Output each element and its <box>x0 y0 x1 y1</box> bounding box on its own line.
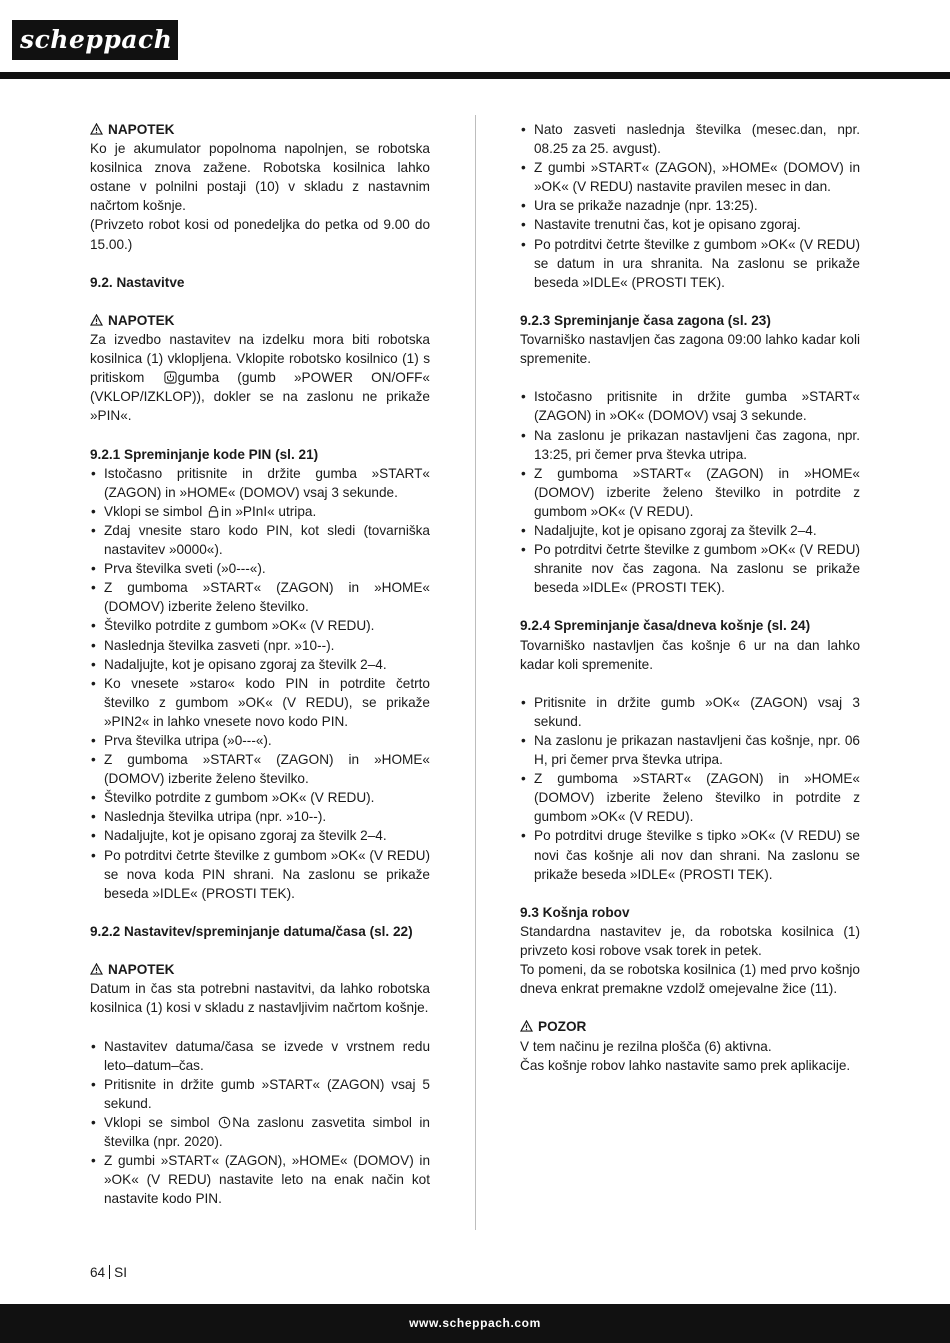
list-item: • Naslednja številka utripa (npr. »10--). <box>90 807 430 826</box>
date-steps-list <box>90 1037 430 1209</box>
note-heading: NAPOTEK <box>90 960 430 979</box>
warning-icon <box>520 1020 533 1032</box>
mowing-time-steps-list <box>520 693 860 884</box>
list-item: • Po potrditvi četrte številke z gumbom »OK« (V REDU) se datum in ura shranita. Na zaslonu se prikaže beseda »IDLE« (PROSTI TEK). <box>520 235 860 292</box>
list-item: • Pritisnite in držite gumb »OK« (ZAGON) vsaj 3 sekund. <box>520 693 860 731</box>
list-item: • Z gumbi »START« (ZAGON), »HOME« (DOMOV) in »OK« (V REDU) nastavite pravilen mesec in dan. <box>520 158 860 196</box>
list-item: • Istočasno pritisnite in držite gumba »START« (ZAGON) in »HOME« (DOMOV) vsaj 3 sekunde. <box>90 464 430 502</box>
list-item: • Nato zasveti naslednja številka (mesec.dan, npr. 08.25 za 25. avgust). <box>520 120 860 158</box>
warning-icon <box>90 314 103 326</box>
warning-icon <box>90 963 103 975</box>
warning-icon <box>90 123 103 135</box>
list-item: • Nadaljujte, kot je opisano zgoraj za številk 2–4. <box>520 521 860 540</box>
footer-url: www.scheppach.com <box>0 1304 950 1343</box>
section-heading: 9.2.2 Nastavitev/spreminjanje datuma/časa (sl. 22) <box>90 923 413 939</box>
note-text: Datum in čas sta potrebni nastavitvi, da lahko robotska kosilnica (1) kosi v skladu z nastavljivim načrtom košnje. <box>90 981 430 1016</box>
section-text: Tovarniško nastavljen čas košnje 6 ur na dan lahko kadar koli spremenite. <box>520 637 860 672</box>
note-text: Za izvedbo nastavitev na izdelku mora biti robotska kosilnica (1) vklopljena. Vklopite robotsko kosilnico (1) s pritiskom gumba (gumb »POWER ON/OFF« (VKLOP/IZKLOP)), dokler se na zaslonu ne prikaže »PIN«. <box>90 332 430 424</box>
list-item: • Istočasno pritisnite in držite gumba »START« (ZAGON) in »OK« (DOMOV) vsaj 3 sekunde. <box>520 387 860 425</box>
section-text: Standardna nastavitev je, da robotska kosilnica (1) privzeto kosi robove vsak torek in petek. <box>520 923 860 959</box>
section-text: Tovarniško nastavljen čas zagona 09:00 lahko kadar koli spremenite. <box>520 332 860 367</box>
page-number: 64 SI <box>90 1265 127 1280</box>
caution-text: V tem načinu je rezilna plošča (6) aktivna. <box>520 1038 772 1054</box>
list-item: • Po potrditvi četrte številke z gumbom »OK« (V REDU) se nova koda PIN shrani. Na zaslonu se prikaže beseda »IDLE« (PROSTI TEK). <box>90 846 430 903</box>
list-item: • Pritisnite in držite gumb »START« (ZAGON) vsaj 5 sekund. <box>90 1075 430 1113</box>
section-text: To pomeni, da se robotska kosilnica (1) med prvo košnjo dneva enkrat premakne vzdolž omejevalne žice (11). <box>520 962 860 997</box>
list-item: • Naslednja številka zasveti (npr. »10--). <box>90 636 430 655</box>
section-heading: 9.2.1 Spreminjanje kode PIN (sl. 21) <box>90 446 319 462</box>
caution-heading: POZOR <box>520 1017 860 1036</box>
list-item: • Vklopi se simbol Na zaslonu zasvetita simbol in številka (npr. 2020). <box>90 1113 430 1151</box>
list-item: • Številko potrdite z gumbom »OK« (V REDU). <box>90 616 430 635</box>
section-heading: 9.3 Košnja robov <box>520 904 630 920</box>
note-heading: NAPOTEK <box>90 311 430 330</box>
note-text: Ko je akumulator popolnoma napolnjen, se robotska kosilnica znova zažene. Robotska kosilnica lahko ostane v polnilni postaji (10) v skladu z nastavnim načrtom košnje. <box>90 141 430 214</box>
section-heading: 9.2. Nastavitve <box>90 274 185 290</box>
list-item: • Prva številka utripa (»0---«). <box>90 731 430 750</box>
list-item: • Z gumbi »START« (ZAGON), »HOME« (DOMOV) in »OK« (V REDU) nastavite leto na enak način kot nastavite kodo PIN. <box>90 1151 430 1208</box>
list-item: • Na zaslonu je prikazan nastavljeni čas košnje, npr. 06 H, pri čemer prva števka utripa. <box>520 731 860 769</box>
date-steps-list-continued <box>520 120 860 292</box>
list-item: • Z gumboma »START« (ZAGON) in »HOME« (DOMOV) izberite želeno številko. <box>90 578 430 616</box>
list-item: • Številko potrdite z gumbom »OK« (V REDU). <box>90 788 430 807</box>
left-column <box>90 120 430 1208</box>
header-rule <box>0 72 950 79</box>
list-item: • Ura se prikaže nazadnje (npr. 13:25). <box>520 196 860 215</box>
list-item: • Na zaslonu je prikazan nastavljeni čas zagona, npr. 13:25, pri čemer prva števka utripa. <box>520 426 860 464</box>
column-divider <box>475 115 476 1230</box>
brand-logo: scheppach <box>12 20 178 60</box>
caution-text: Čas košnje robov lahko nastavite samo prek aplikacije. <box>520 1057 851 1073</box>
lock-icon <box>207 505 220 518</box>
list-item: • Nastavite trenutni čas, kot je opisano zgoraj. <box>520 215 860 234</box>
right-column <box>520 120 860 1075</box>
list-item: • Nastavitev datuma/časa se izvede v vrstnem redu leto–datum–čas. <box>90 1037 430 1075</box>
list-item: • Ko vnesete »staro« kodo PIN in potrdite četrto številko z gumbom »OK« (V REDU), se prikaže »PIN2« in lahko vnesete novo kodo PIN. <box>90 674 430 731</box>
list-item: • Z gumboma »START« (ZAGON) in »HOME« (DOMOV) izberite želeno številko in potrdite z gumbom »OK« (V REDU). <box>520 464 860 521</box>
start-time-steps-list <box>520 387 860 597</box>
section-heading: 9.2.3 Spreminjanje časa zagona (sl. 23) <box>520 312 771 328</box>
note-heading: NAPOTEK <box>90 120 430 139</box>
list-item: • Nadaljujte, kot je opisano zgoraj za številk 2–4. <box>90 655 430 674</box>
list-item: • Vklopi se simbol in »PInI« utripa. <box>90 502 430 521</box>
section-heading: 9.2.4 Spreminjanje časa/dneva košnje (sl. 24) <box>520 618 811 634</box>
list-item: • Z gumboma »START« (ZAGON) in »HOME« (DOMOV) izberite želeno številko. <box>90 750 430 788</box>
pin-steps-list <box>90 464 430 903</box>
list-item: • Po potrditvi druge številke s tipko »OK« (V REDU) se novi čas košnje ali nov dan shrani. Na zaslonu se prikaže beseda »IDLE« (PROSTI TEK). <box>520 826 860 883</box>
power-button-icon <box>164 371 177 384</box>
list-item: • Po potrditvi četrte številke z gumbom »OK« (V REDU) shranite nov čas zagona. Na zaslonu se prikaže beseda »IDLE« (PROSTI TEK). <box>520 540 860 597</box>
note-text: (Privzeto robot kosi od ponedeljka do petka od 9.00 do 15.00.) <box>90 217 430 252</box>
list-item: • Prva številka sveti (»0---«). <box>90 559 430 578</box>
clock-icon <box>218 1116 231 1129</box>
list-item: • Zdaj vnesite staro kodo PIN, kot sledi (tovarniška nastavitev »0000«). <box>90 521 430 559</box>
list-item: • Z gumboma »START« (ZAGON) in »HOME« (DOMOV) izberite želeno številko in potrdite z gumbom »OK« (V REDU). <box>520 769 860 826</box>
list-item: • Nadaljujte, kot je opisano zgoraj za številk 2–4. <box>90 826 430 845</box>
